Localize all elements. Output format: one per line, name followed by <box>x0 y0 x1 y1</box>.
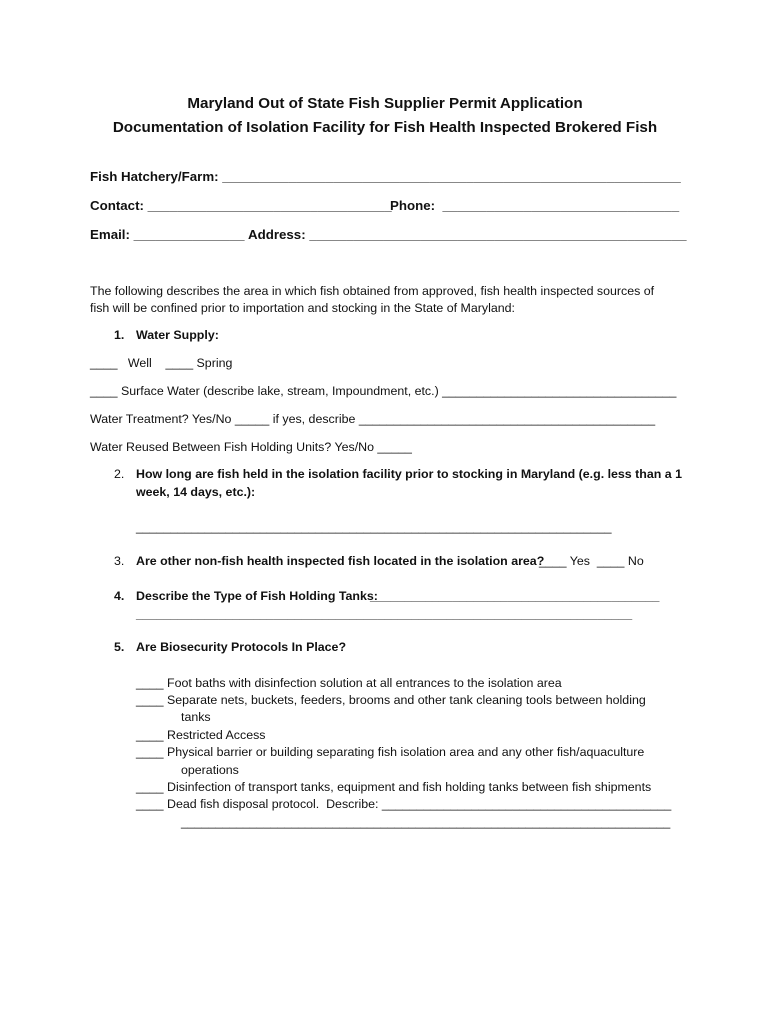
q1-water-treatment[interactable]: Water Treatment? Yes/No _____ if yes, describe ___________________________________________ <box>90 412 656 426</box>
q2-label-line1: How long are fish held in the isolation facility prior to stocking in Maryland (e.g. less than a 1 <box>136 467 682 481</box>
q5-item-physical-barrier[interactable]: ____ Physical barrier or building separating fish isolation area and any other fish/aquaculture <box>136 745 645 759</box>
q5-item-separate-nets[interactable]: ____ Separate nets, buckets, feeders, brooms and other tank cleaning tools between holding <box>136 693 646 707</box>
q5-item-disinfection[interactable]: ____ Disinfection of transport tanks, equipment and fish holding tanks between fish shipments <box>136 780 652 794</box>
q3-label: Are other non-fish health inspected fish located in the isolation area? <box>136 554 545 568</box>
q5-dead-fish-answer-line[interactable]: _______________________________________________________________________ <box>181 815 671 829</box>
q5-item-restricted-access[interactable]: ____ Restricted Access <box>136 728 266 742</box>
q2-number: 2. <box>114 467 125 481</box>
q3-number: 3. <box>114 554 125 568</box>
q5-label: Are Biosecurity Protocols In Place? <box>136 640 347 654</box>
q1-label: Water Supply: <box>136 328 219 342</box>
email-field[interactable]: Email: _______________ <box>90 227 245 242</box>
form-title: Maryland Out of State Fish Supplier Permit Application <box>187 95 583 112</box>
hatchery-field[interactable]: Fish Hatchery/Farm: ______________________________________________________________ <box>90 169 681 184</box>
q4-answer-field[interactable]: __________________________________________ <box>370 589 660 603</box>
q2-answer-field[interactable]: _____________________________________________________________________ <box>136 520 612 534</box>
q1-water-reused[interactable]: Water Reused Between Fish Holding Units? Yes/No _____ <box>90 440 412 454</box>
intro-text-line2: fish will be confined prior to importation and stocking in the State of Maryland: <box>90 301 515 315</box>
q3-choices[interactable]: ____ Yes ____ No <box>539 554 644 568</box>
q4-answer-field-2[interactable]: ________________________________________________________________________ <box>136 607 633 621</box>
q5-item-foot-baths[interactable]: ____ Foot baths with disinfection solution at all entrances to the isolation area <box>136 676 562 690</box>
q4-label: Describe the Type of Fish Holding Tanks: <box>136 589 378 603</box>
q1-number: 1. <box>114 328 125 342</box>
q5-number: 5. <box>114 640 125 654</box>
q5-item-dead-fish[interactable]: ____ Dead fish disposal protocol. Describe: __________________________________________ <box>136 797 672 811</box>
phone-field[interactable]: Phone: ________________________________ <box>390 198 680 213</box>
q1-surface-water[interactable]: ____ Surface Water (describe lake, stream, Impoundment, etc.) __________________________________ <box>90 384 677 398</box>
contact-field[interactable]: Contact: _________________________________ <box>90 198 392 213</box>
q4-number: 4. <box>114 589 125 603</box>
q5-item-separate-nets-cont: tanks <box>181 710 211 724</box>
q2-label-line2: week, 14 days, etc.): <box>136 485 256 499</box>
intro-text-line1: The following describes the area in which fish obtained from approved, fish health inspected sources of <box>90 284 655 298</box>
q1-well-spring[interactable]: ____ Well ____ Spring <box>90 356 233 370</box>
address-field[interactable]: Address: ___________________________________________________ <box>248 227 687 242</box>
form-subtitle: Documentation of Isolation Facility for Fish Health Inspected Brokered Fish <box>112 119 658 136</box>
q5-item-physical-barrier-cont: operations <box>181 763 239 777</box>
